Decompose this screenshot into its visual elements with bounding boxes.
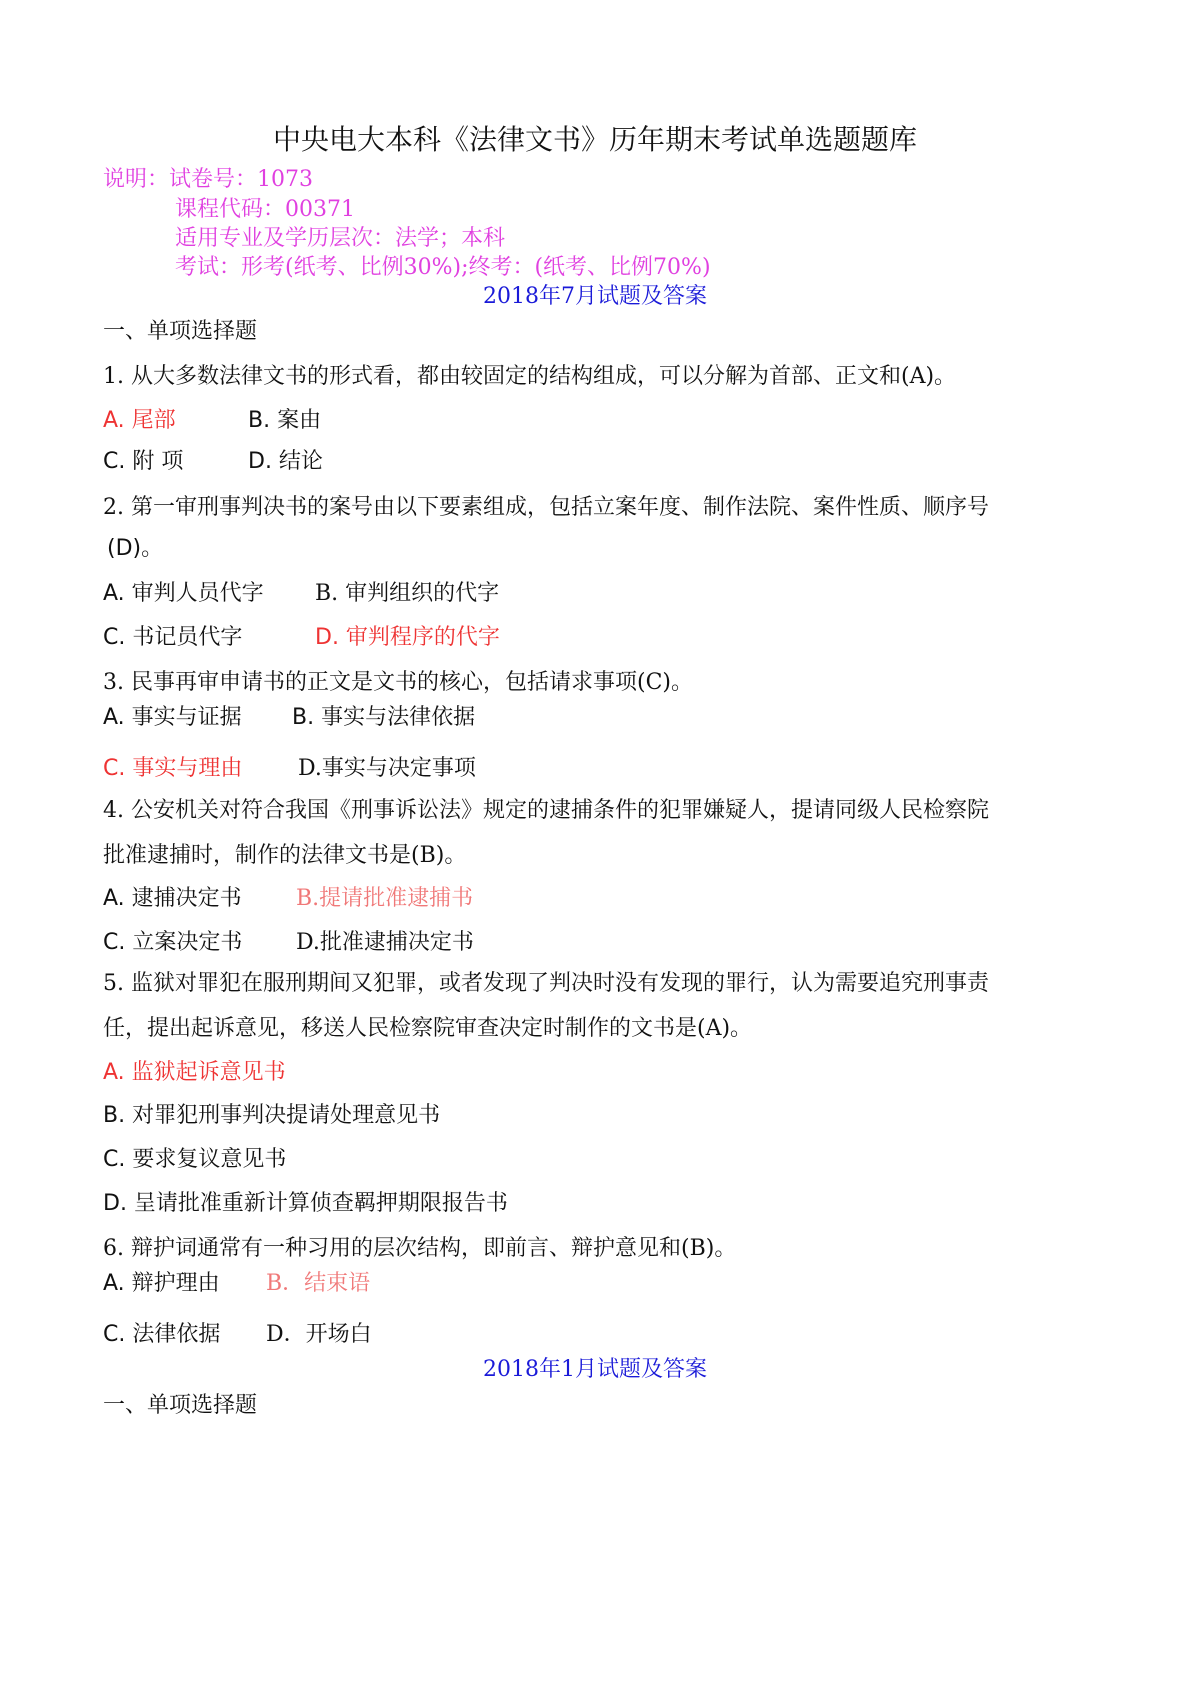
question-type-heading-2: 一、单项选择题 bbox=[103, 1393, 258, 1418]
section-heading-2018-07: 2018年7月试题及答案 bbox=[483, 284, 707, 309]
question-6-stem: 6. 辩护词通常有一种习用的层次结构，即前言、辩护意见和(B)。 bbox=[103, 1236, 737, 1261]
question-1-option-d: D. 结论 bbox=[248, 449, 323, 474]
question-5-option-d: D. 呈请批准重新计算侦查羁押期限报告书 bbox=[103, 1191, 508, 1216]
question-4-option-b: B.提请批准逮捕书 bbox=[296, 886, 474, 911]
question-2-stem: 2. 第一审刑事判决书的案号由以下要素组成，包括立案年度、制作法院、案件性质、顺序号 bbox=[103, 495, 989, 520]
note-exam-form: 考试：形考(纸考、比例30%);终考：(纸考、比例70%) bbox=[175, 255, 711, 280]
question-5-option-a: A. 监狱起诉意见书 bbox=[103, 1060, 286, 1085]
question-2-option-a: A. 审判人员代字 bbox=[103, 581, 264, 606]
question-type-heading: 一、单项选择题 bbox=[103, 319, 258, 344]
question-5-stem-cont: 任，提出起诉意见，移送人民检察院审查决定时制作的文书是(A)。 bbox=[103, 1016, 753, 1041]
question-5-option-c: C. 要求复议意见书 bbox=[103, 1147, 287, 1172]
question-1-option-a: A. 尾部 bbox=[103, 408, 176, 433]
question-6-option-b: B．结束语 bbox=[266, 1271, 371, 1296]
question-3-option-a: A. 事实与证据 bbox=[103, 705, 242, 730]
note-course-code: 课程代码：00371 bbox=[175, 197, 355, 222]
question-5-option-b: B. 对罪犯刑事判决提请处理意见书 bbox=[103, 1103, 441, 1128]
question-5-stem: 5. 监狱对罪犯在服刑期间又犯罪，或者发现了判决时没有发现的罪行，认为需要追究刑事责 bbox=[103, 971, 989, 996]
question-4-option-d: D.批准逮捕决定书 bbox=[296, 930, 474, 955]
question-6-option-a: A. 辩护理由 bbox=[103, 1271, 220, 1296]
question-2-stem-cont: (D)。 bbox=[107, 536, 164, 561]
note-exam-number: 说明：试卷号：1073 bbox=[103, 167, 313, 192]
question-4-stem-cont: 批准逮捕时，制作的法律文书是(B)。 bbox=[103, 843, 467, 868]
question-6-option-c: C. 法律依据 bbox=[103, 1322, 221, 1347]
question-2-option-c: C. 书记员代字 bbox=[103, 625, 243, 650]
question-2-option-d: D. 审判程序的代字 bbox=[315, 625, 500, 650]
question-3-stem: 3. 民事再审申请书的正文是文书的核心，包括请求事项(C)。 bbox=[103, 670, 693, 695]
question-4-option-c: C. 立案决定书 bbox=[103, 930, 243, 955]
question-3-option-c: C. 事实与理由 bbox=[103, 756, 243, 781]
question-4-option-a: A. 逮捕决定书 bbox=[103, 886, 242, 911]
question-3-option-b: B. 事实与法律依据 bbox=[292, 705, 476, 730]
question-4-stem: 4. 公安机关对符合我国《刑事诉讼法》规定的逮捕条件的犯罪嫌疑人，提请同级人民检察院 bbox=[103, 798, 989, 823]
question-2-option-b: B. 审判组织的代字 bbox=[315, 581, 500, 606]
question-1-option-b: B. 案由 bbox=[248, 408, 322, 433]
note-major-level: 适用专业及学历层次：法学；本科 bbox=[175, 226, 506, 251]
question-6-option-d: D．开场白 bbox=[266, 1322, 372, 1347]
document-title: 中央电大本科《法律文书》历年期末考试单选题题库 bbox=[272, 123, 917, 156]
question-3-option-d: D.事实与决定事项 bbox=[298, 756, 476, 781]
question-1-stem: 1. 从大多数法律文书的形式看，都由较固定的结构组成，可以分解为首部、正文和(A)。 bbox=[103, 364, 957, 389]
section-heading-2018-01: 2018年1月试题及答案 bbox=[483, 1357, 707, 1382]
question-1-option-c: C. 附 项 bbox=[103, 449, 184, 474]
